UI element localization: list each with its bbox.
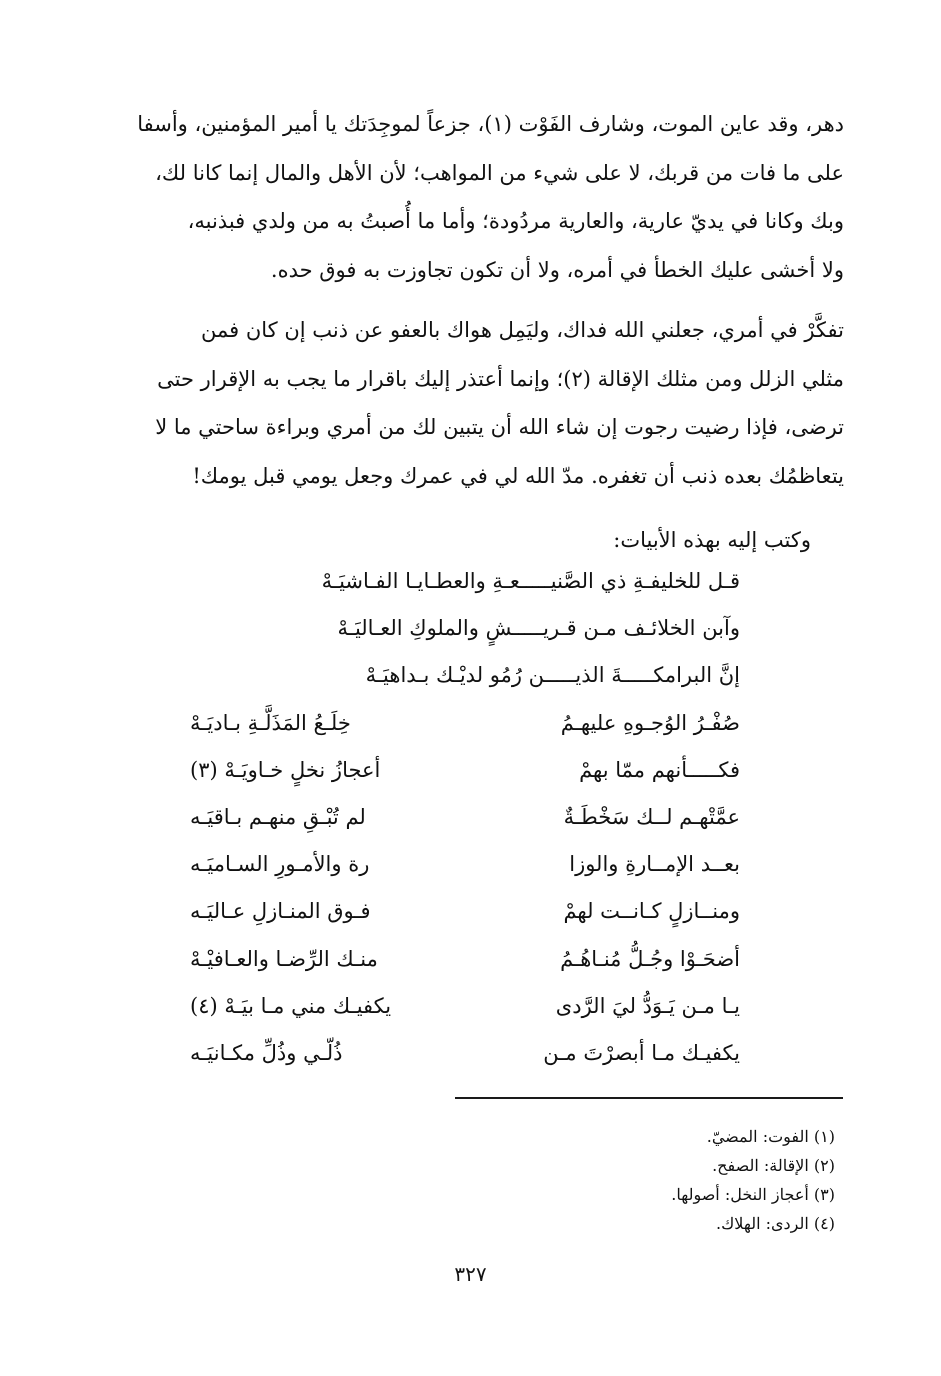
footnote: (١) الفوت: المضيّ. — [706, 1127, 835, 1146]
verse-couplet — [150, 841, 770, 888]
poem-intro: وكتب إليه بهذه الأبيات: — [613, 528, 811, 552]
paragraph-1-line: ولا أخشى عليك الخطأ في أمره، ولا أن تكون تجاوزت به فوق حده. — [270, 257, 844, 282]
second-hemistich: ذُلّـي وذُلِّ مكـانيَـه — [190, 1040, 343, 1065]
paragraph-2-line: يتعاظمُك بعده ذنب أن تغفره. مدّ الله لي في عمرك وجعل يومي قبل يومك! — [192, 463, 844, 488]
second-hemistich: خِلَـعُ المَذَلَّـةِ بـاديَـهْ — [190, 710, 351, 735]
paragraph-1-line: دهر، وقد عاين الموت، وشارف الفَوْت (١)، جزعاً لموجِدَتك يا أمير المؤمنين، وأسفا — [137, 112, 844, 136]
second-hemistich: أعجازُ نخلٍ خـاويَـهْ (٣) — [190, 757, 381, 782]
verse-couplet — [150, 747, 770, 794]
verse-couplet — [150, 700, 770, 747]
paragraph-2 — [88, 306, 844, 500]
page-number: ٣٢٧ — [454, 1262, 487, 1286]
paragraph-2-line: ترضى، فإذا رضيت رجوت إن شاء الله أن يتبين لك من أمري وبراءة ساحتي ما لا — [155, 415, 844, 439]
paragraph-2-line: تفكَّرْ في أمري، جعلني الله فداك، وليَمِل هواك بالعفو عن ذنب إن كان فمن — [201, 318, 844, 342]
verse-couplet — [150, 794, 770, 841]
first-hemistich: صُفْـرُ الوُجـوهِ عليهـمُ — [560, 710, 740, 735]
second-hemistich: منـك الرِّضـا والعـافيْـهْ — [190, 946, 378, 971]
footnotes — [671, 1122, 835, 1238]
paragraph-1-line: وبك وكانا في يديّ عارية، والعارية مردُودة؛ وأما ما أُصبتُ به من ولدي فبذنبه، — [187, 209, 844, 233]
verse-couplet — [150, 936, 770, 983]
first-hemistich: أضحَـوْا وجُـلُّ مُنـاهُـمُ — [560, 946, 740, 971]
second-hemistich: فـوق المنـازلِ عـاليَـه — [190, 899, 371, 924]
paragraph-2-line: مثلي الزلل ومن مثلك الإقالة (٢)؛ وإنما أعتذر إليك باقرار ما يجب به الإقرار حتى — [157, 366, 844, 391]
footnote: (٤) الردى: الهلاك. — [716, 1214, 835, 1233]
first-hemistich: عمَّتْهـم لــك سَخْطَـةٌ — [563, 804, 740, 829]
verse-couplet — [150, 1030, 770, 1077]
footnote-divider — [455, 1097, 843, 1099]
footnote: (٢) الإقالة: الصفح. — [712, 1156, 835, 1175]
paragraph-1-line: على ما فات من قربك، لا على شيء من المواهب؛ لأن الأهل والمال إنما كانا لك، — [155, 160, 844, 185]
second-hemistich: رة والأمـورِ السـاميَـه — [190, 852, 370, 877]
poem — [150, 558, 770, 1077]
verse-line: إنَّ البرامكـــــةَ الذيـــــن رُمُو لديْـك بـداهيَـهْ — [365, 663, 740, 688]
verse-line: وآبن الخلائـف مـن قـريـــــشٍ والملوكِ العـاليَـهْ — [337, 616, 740, 641]
first-hemistich: يـا مـن يَـوَدُّ ليَ الرَّدى — [555, 993, 740, 1018]
paragraph-1 — [88, 100, 844, 294]
first-hemistich: يكفيـك مـا أبصرْتَ مـن — [543, 1040, 740, 1065]
second-hemistich: يكفيـك مني مـا بيَـهْ (٤) — [190, 993, 392, 1018]
verse-line: قـل للخليفـةِ ذي الصَّنيـــــعـةِ والعطـايـا الفـاشيَـهْ — [321, 569, 740, 593]
verse-couplet — [150, 983, 770, 1030]
footnote: (٣) أعجاز النخل: أصولها. — [671, 1185, 835, 1204]
first-hemistich: فكـــــأنهم ممّا بهمْ — [579, 757, 740, 782]
verse-couplet — [150, 888, 770, 935]
first-hemistich: بعــد الإمــارةِ والوزا — [569, 852, 740, 877]
first-hemistich: ومنــازلٍ كـانــت لهمْ — [563, 899, 740, 924]
second-hemistich: لم تُبْـقِ منهـم بـاقيَـه — [190, 804, 366, 829]
